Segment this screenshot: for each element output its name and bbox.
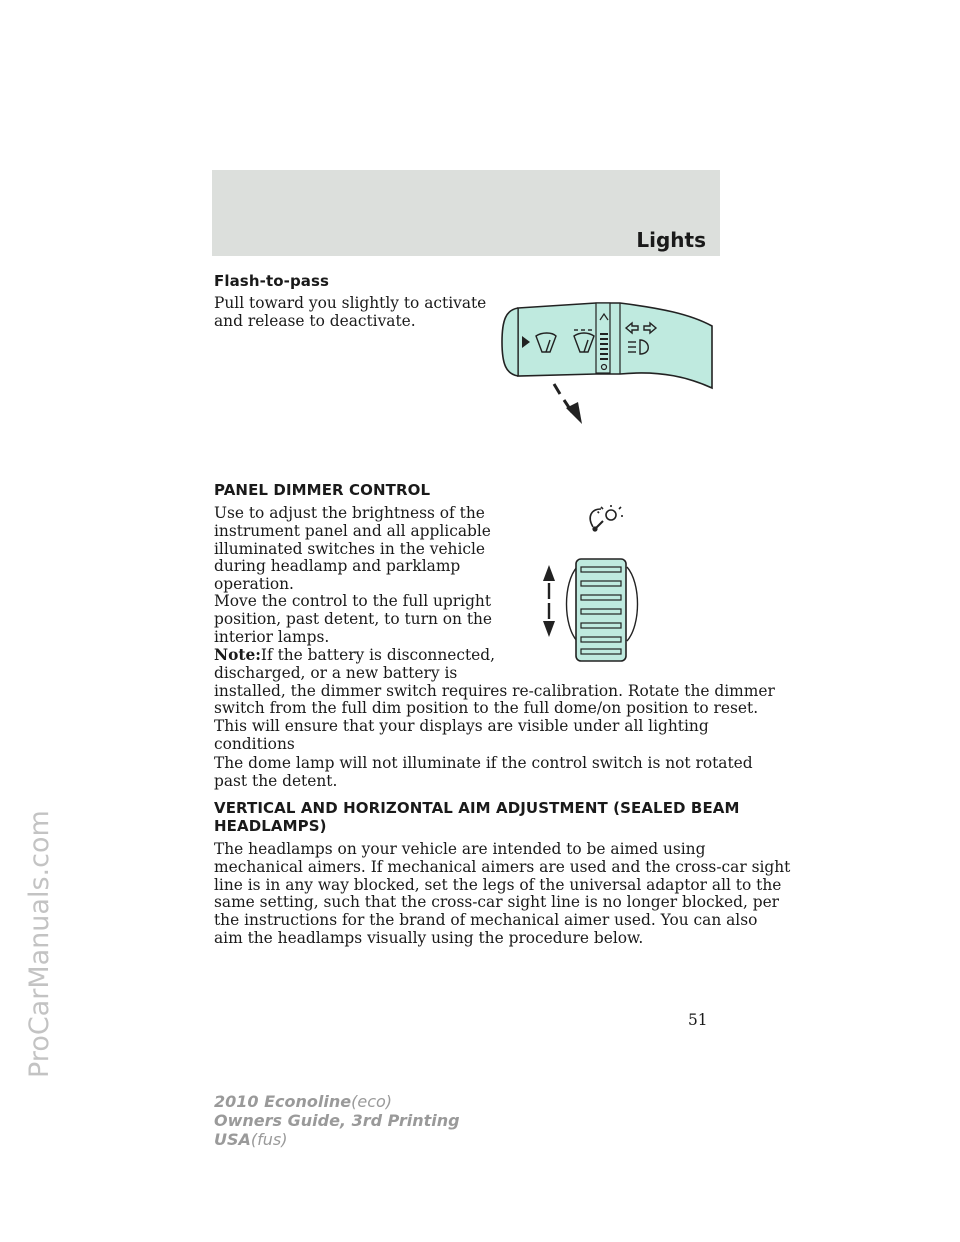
text-line: and release to deactivate.	[214, 311, 416, 330]
text-line: illuminated switches in the vehicle	[214, 539, 486, 558]
dimmer-lamp-icon	[590, 505, 623, 531]
text-line: The dome lamp will not illuminate if the control switch is not rotated	[214, 754, 753, 772]
text-line: the instructions for the brand of mechanical aimer used. You can also	[214, 911, 758, 930]
footer-model-code: (eco)	[351, 1092, 393, 1111]
heading-aim-adjustment	[214, 799, 740, 835]
side-watermark: ProCarManuals.com	[24, 810, 55, 1078]
text-line: conditions	[214, 734, 295, 753]
text-line: aim the headlamps visually using the procedure below.	[214, 928, 644, 947]
text-line: position, past detent, to turn on the	[214, 609, 493, 628]
text-line: same setting, such that the cross-car sight line is no longer blocked, per	[214, 893, 780, 912]
paragraph-note	[214, 647, 775, 754]
up-down-arrow-icon	[543, 565, 555, 637]
section-header-band	[212, 170, 720, 256]
section-title: Lights	[636, 228, 706, 252]
text-line	[214, 647, 775, 665]
text-line: installed, the dimmer switch requires re-calibration. Rotate the dimmer	[214, 681, 775, 700]
text-line: past the detent.	[214, 771, 338, 790]
paragraph-panel-dimmer-1	[214, 505, 491, 594]
text-line: operation.	[214, 575, 294, 594]
text-line: Pull toward you slightly to activate	[214, 294, 487, 312]
heading-line: HEADLAMPS)	[214, 817, 327, 835]
text-line: The headlamps on your vehicle are intended to be aimed using	[214, 840, 706, 858]
text-line: This will ensure that your displays are visible under all lighting	[214, 717, 709, 736]
footer-model: 2010 Econoline	[214, 1092, 352, 1111]
multifunction-lever-illustration	[490, 300, 715, 430]
text-line: line is in any way blocked, set the legs of the universal adaptor all to the	[214, 875, 782, 894]
text-line: discharged, or a new battery is	[214, 663, 458, 682]
footer-market-code: (fus)	[250, 1130, 288, 1149]
text-line: Move the control to the full upright	[214, 592, 492, 610]
paragraph-aim-adjustment	[214, 841, 790, 948]
heading-panel-dimmer: PANEL DIMMER CONTROL	[214, 481, 431, 499]
page-number: 51	[688, 1011, 708, 1029]
footer-line	[214, 1092, 460, 1111]
text-line: switch from the full dim position to the full dome/on position to reset.	[214, 699, 759, 718]
heading-line: VERTICAL AND HORIZONTAL AIM ADJUSTMENT (SEALED BEAM	[214, 799, 740, 817]
paragraph-dome-lamp	[214, 755, 753, 791]
footer-printing-info	[214, 1092, 460, 1149]
heading-flash-to-pass: Flash-to-pass	[214, 272, 330, 290]
text-line: mechanical aimers. If mechanical aimers are used and the cross-car sight	[214, 857, 791, 876]
paragraph-flash-to-pass	[214, 295, 486, 331]
panel-dimmer-thumbwheel-illustration	[535, 503, 645, 663]
text-line: Use to adjust the brightness of the	[214, 504, 485, 522]
footer-market: USA	[214, 1130, 251, 1149]
footer-line: Owners Guide, 3rd Printing	[214, 1111, 460, 1130]
footer-line	[214, 1130, 460, 1149]
pull-direction-arrow-icon	[554, 384, 582, 424]
note-text: If the battery is disconnected,	[260, 646, 495, 664]
note-label: Note:	[214, 646, 261, 664]
paragraph-panel-dimmer-2	[214, 593, 492, 646]
text-line: instrument panel and all applicable	[214, 521, 491, 540]
text-line: interior lamps.	[214, 627, 330, 646]
text-line: during headlamp and parklamp	[214, 557, 461, 576]
